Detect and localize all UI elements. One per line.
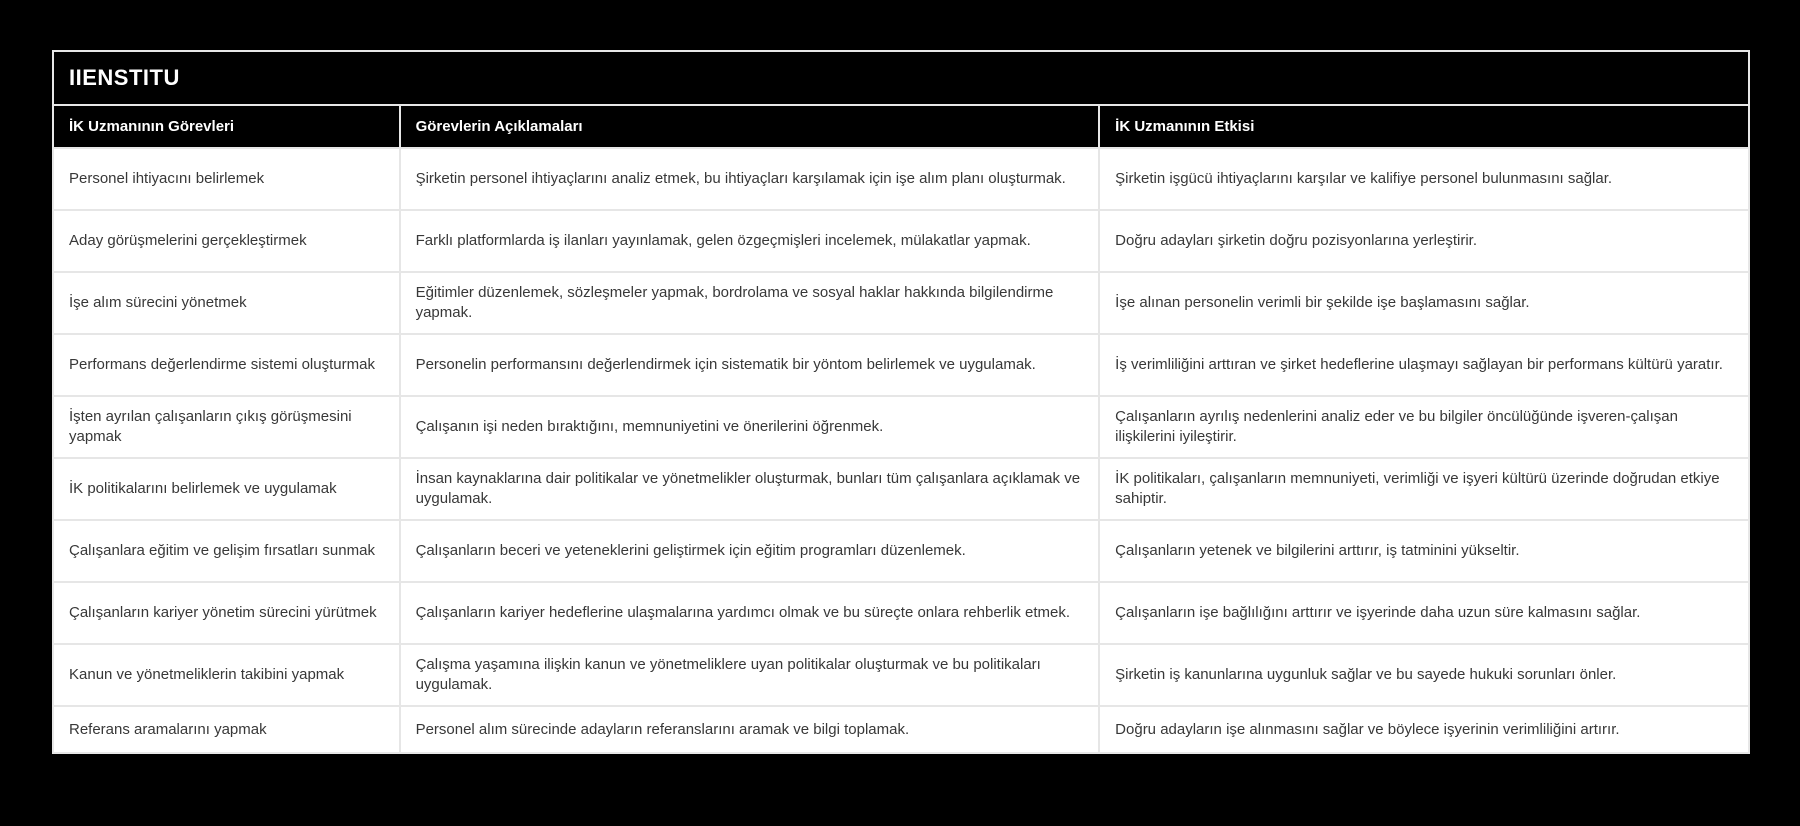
cell-duty: Çalışanlara eğitim ve gelişim fırsatları sunmak xyxy=(54,520,400,582)
column-header-impact: İK Uzmanının Etkisi xyxy=(1099,105,1748,148)
table-row xyxy=(54,396,1748,458)
cell-description: Personel alım sürecinde adayların referanslarını aramak ve bilgi toplamak. xyxy=(400,706,1100,752)
table-row xyxy=(54,520,1748,582)
cell-duty: Kanun ve yönetmeliklerin takibini yapmak xyxy=(54,644,400,706)
cell-duty: Aday görüşmelerini gerçekleştirmek xyxy=(54,210,400,272)
cell-description: Çalışanın işi neden bıraktığını, memnuniyetini ve önerilerini öğrenmek. xyxy=(400,396,1100,458)
table-row xyxy=(54,458,1748,520)
table-row xyxy=(54,582,1748,644)
cell-impact: Doğru adayların işe alınmasını sağlar ve böylece işyerinin verimliliğini artırır. xyxy=(1099,706,1748,752)
cell-duty: Çalışanların kariyer yönetim sürecini yürütmek xyxy=(54,582,400,644)
table-row xyxy=(54,644,1748,706)
cell-description: Farklı platformlarda iş ilanları yayınlamak, gelen özgeçmişleri incelemek, mülakatlar yapmak. xyxy=(400,210,1100,272)
hr-duties-table xyxy=(54,104,1748,752)
cell-description: Çalışanların kariyer hedeflerine ulaşmalarına yardımcı olmak ve bu süreçte onlara rehberlik etmek. xyxy=(400,582,1100,644)
cell-description: Eğitimler düzenlemek, sözleşmeler yapmak, bordrolama ve sosyal haklar hakkında bilgilendirme yapmak. xyxy=(400,272,1100,334)
cell-impact: Doğru adayları şirketin doğru pozisyonlarına yerleştirir. xyxy=(1099,210,1748,272)
table-card xyxy=(52,50,1750,754)
cell-description: Şirketin personel ihtiyaçlarını analiz etmek, bu ihtiyaçları karşılamak için işe alım planı oluşturmak. xyxy=(400,148,1100,210)
cell-duty: İşe alım sürecini yönetmek xyxy=(54,272,400,334)
cell-impact: İşe alınan personelin verimli bir şekilde işe başlamasını sağlar. xyxy=(1099,272,1748,334)
table-row xyxy=(54,210,1748,272)
brand-title: IIENSTITU xyxy=(69,65,180,90)
cell-duty: İK politikalarını belirlemek ve uygulamak xyxy=(54,458,400,520)
table-row xyxy=(54,706,1748,752)
cell-impact: Çalışanların yetenek ve bilgilerini arttırır, iş tatminini yükseltir. xyxy=(1099,520,1748,582)
table-row xyxy=(54,148,1748,210)
cell-impact: Şirketin iş kanunlarına uygunluk sağlar ve bu sayede hukuki sorunları önler. xyxy=(1099,644,1748,706)
column-header-descriptions: Görevlerin Açıklamaları xyxy=(400,105,1100,148)
table-row xyxy=(54,334,1748,396)
cell-duty: Performans değerlendirme sistemi oluşturmak xyxy=(54,334,400,396)
cell-description: İnsan kaynaklarına dair politikalar ve yönetmelikler oluşturmak, bunları tüm çalışanlara açıklamak ve uygulamak. xyxy=(400,458,1100,520)
cell-impact: Şirketin işgücü ihtiyaçlarını karşılar ve kalifiye personel bulunmasını sağlar. xyxy=(1099,148,1748,210)
cell-description: Çalışanların beceri ve yeteneklerini geliştirmek için eğitim programları düzenlemek. xyxy=(400,520,1100,582)
header-row xyxy=(54,105,1748,148)
brand-header xyxy=(54,52,1748,104)
column-header-duties: İK Uzmanının Görevleri xyxy=(54,105,400,148)
table-row xyxy=(54,272,1748,334)
cell-duty: İşten ayrılan çalışanların çıkış görüşmesini yapmak xyxy=(54,396,400,458)
cell-description: Çalışma yaşamına ilişkin kanun ve yönetmeliklere uyan politikalar oluşturmak ve bu politikaları uygulamak. xyxy=(400,644,1100,706)
cell-impact: Çalışanların ayrılış nedenlerini analiz eder ve bu bilgiler öncülüğünde işveren-çalışan ilişkilerini iyileştirir. xyxy=(1099,396,1748,458)
cell-impact: İş verimliliğini arttıran ve şirket hedeflerine ulaşmayı sağlayan bir performans kültürü yaratır. xyxy=(1099,334,1748,396)
cell-description: Personelin performansını değerlendirmek için sistematik bir yöntom belirlemek ve uygulamak. xyxy=(400,334,1100,396)
cell-duty: Personel ihtiyacını belirlemek xyxy=(54,148,400,210)
cell-duty: Referans aramalarını yapmak xyxy=(54,706,400,752)
cell-impact: Çalışanların işe bağlılığını arttırır ve işyerinde daha uzun süre kalmasını sağlar. xyxy=(1099,582,1748,644)
cell-impact: İK politikaları, çalışanların memnuniyeti, verimliği ve işyeri kültürü üzerinde doğrudan etkiye sahiptir. xyxy=(1099,458,1748,520)
